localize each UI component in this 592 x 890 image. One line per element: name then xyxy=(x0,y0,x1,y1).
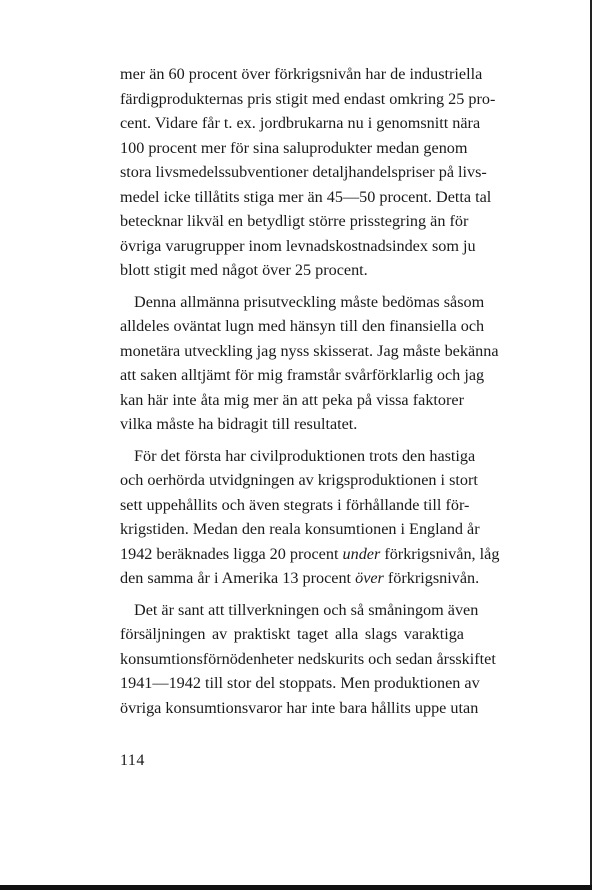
paragraph-3 xyxy=(120,444,500,591)
paragraph-2 xyxy=(120,290,499,437)
text-line: monetära utveckling jag nyss skisserat. Jag måste bekänna xyxy=(120,341,499,360)
text-line: färdigprodukternas pris stigit med endast omkring 25 pro- xyxy=(120,89,496,108)
text-line: medel icke tillåtits stiga mer än 45—50 procent. Detta tal xyxy=(120,187,492,206)
text-line: 1941—1942 till stor del stoppats. Men produktionen av xyxy=(120,674,480,692)
text-line: konsumtionsförnödenheter nedskurits och sedan årsskiftet xyxy=(120,649,496,668)
body-text xyxy=(120,62,500,720)
page-edge-bottom xyxy=(0,885,592,890)
text-line: stora livsmedelssubventioner detaljhandelspriser på livs- xyxy=(120,163,487,181)
text-run: 1942 beräknades ligga 20 procent xyxy=(120,544,343,563)
text-line: alldeles oväntat lugn med hänsyn till den finansiella och xyxy=(120,317,485,335)
text-line: cent. Vidare får t. ex. jordbrukarna nu i genomsnitt nära xyxy=(120,114,481,132)
text-line: För det första har civilproduktionen trots den hastiga xyxy=(134,446,476,465)
paragraph-4 xyxy=(120,598,496,721)
paragraph-1 xyxy=(120,62,496,283)
text-line: Denna allmänna prisutveckling måste bedömas såsom xyxy=(134,292,485,311)
text-line: 100 procent mer för sina saluprodukter medan genom xyxy=(120,138,468,157)
text-line: kan här inte åta mig mer än att peka på vissa faktorer xyxy=(120,390,464,409)
text-line xyxy=(120,542,500,567)
paragraph-gap xyxy=(120,437,464,444)
paragraph-gap xyxy=(120,283,464,290)
text-run: förkrigsnivån. xyxy=(383,569,480,587)
text-line xyxy=(120,566,480,591)
text-line: mer än 60 procent över förkrigsnivån har de industriella xyxy=(120,65,483,83)
page-number: 114 xyxy=(120,752,145,769)
text-line: att saken alltjämt för mig framstår svårförklarlig och jag xyxy=(120,366,485,384)
text-line: krigstiden. Medan den reala konsumtionen i England år xyxy=(120,520,480,538)
text-run: den samma år i Amerika 13 procent xyxy=(120,569,356,587)
text-line: försäljningen av praktiskt taget alla slags varaktiga xyxy=(120,625,464,643)
text-line: övriga konsumtionsvaror har inte bara hållits uppe utan xyxy=(120,698,479,717)
text-line: och oerhörda utvidgningen av krigsproduktionen i stort xyxy=(120,471,478,489)
emphasis-word: under xyxy=(342,544,381,563)
text-run: förkrigsnivån, låg xyxy=(380,544,500,563)
text-line: Det är sant att tillverkningen och så småningom även xyxy=(134,600,479,619)
text-line: vilka måste ha bidragit till resultatet. xyxy=(120,415,358,433)
paragraph-gap xyxy=(120,591,464,598)
text-line: övriga varugrupper inom levnadskostnadsindex som ju xyxy=(120,236,476,255)
text-line: betecknar likväl en betydligt större prisstegring än för xyxy=(120,212,469,230)
emphasis-word: över xyxy=(355,569,384,587)
text-line: blott stigit med något över 25 procent. xyxy=(120,261,368,279)
text-line: sett uppehållits och även stegrats i förhållande till för- xyxy=(120,495,470,514)
